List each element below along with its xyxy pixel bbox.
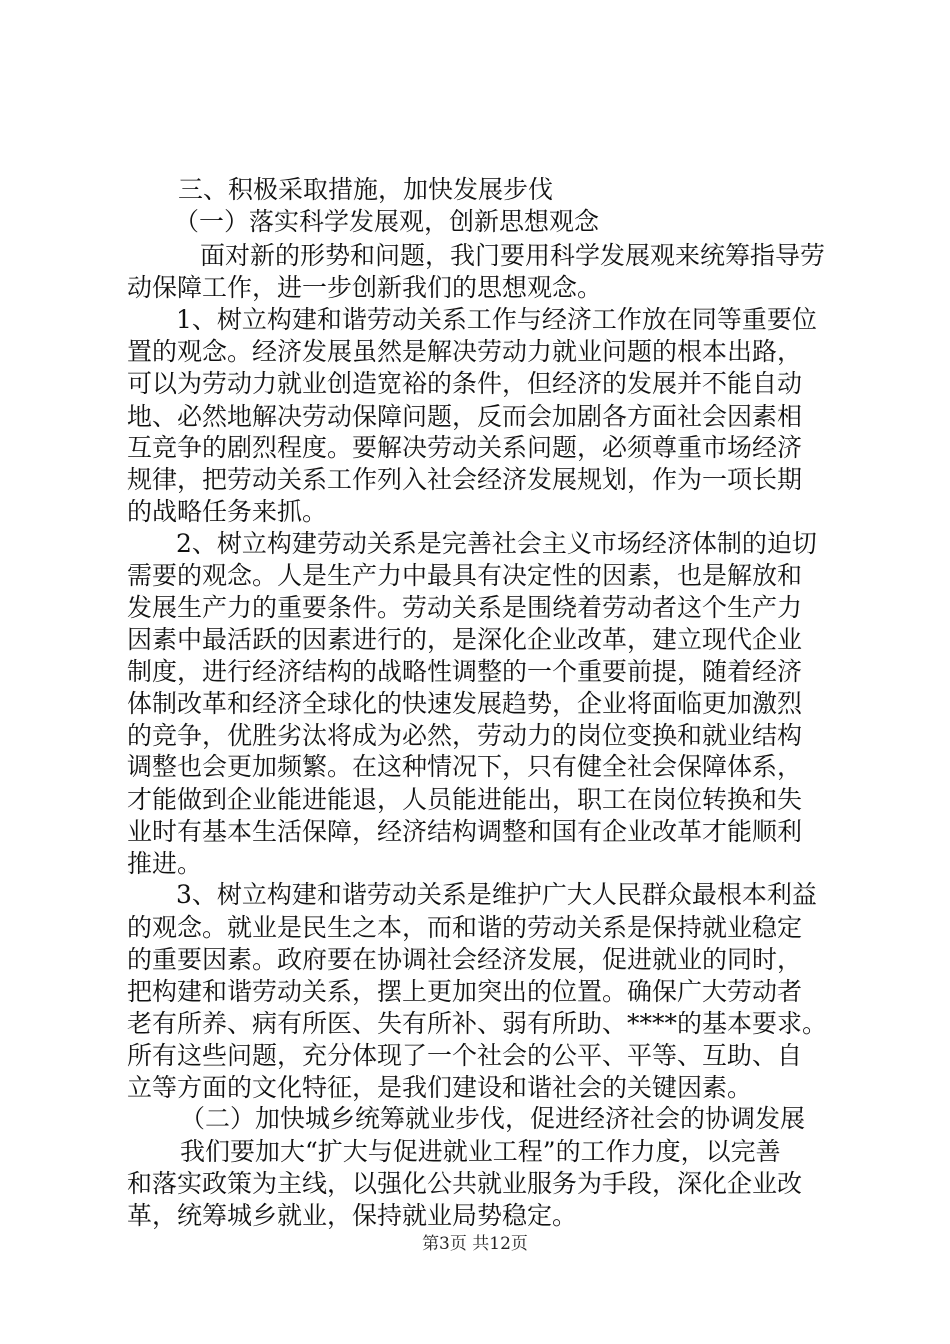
- text-line: 面对新的形势和问题，我门要用科学发展观来统筹指导劳: [200, 241, 826, 271]
- text-line: 需要的观念。人是生产力中最具有决定性的因素，也是解放和: [127, 560, 803, 590]
- text-line: 业时有基本生活保障，经济结构调整和国有企业改革才能顺利: [127, 816, 803, 846]
- text-line: 的战略任务来抓。: [127, 497, 328, 527]
- text-line: 体制改革和经济全球化的快速发展趋势，企业将面临更加激烈: [127, 688, 803, 718]
- text-line: 地、必然地解决劳动保障问题，反而会加剧各方面社会因素相: [127, 401, 803, 431]
- text-line: 才能做到企业能进能退，人员能进能出，职工在岗位转换和失: [127, 784, 803, 814]
- text-line: 的竞争，优胜劣汰将成为必然，劳动力的岗位变换和就业结构: [127, 721, 803, 751]
- text-line: 革，统筹城乡就业，保持就业局势稳定。: [127, 1201, 578, 1230]
- text-line: 制度，进行经济结构的战略性调整的一个重要前提，随着经济: [127, 656, 803, 686]
- text-line: （二）加快城乡统筹就业步伐，促进经济社会的协调发展: [180, 1104, 806, 1134]
- text-line: 发展生产力的重要条件。劳动关系是围绕着劳动者这个生产力: [127, 593, 803, 623]
- text-line: 动保障工作，进一步创新我们的思想观念。: [127, 272, 603, 302]
- text-line: 1、树立构建和谐劳动关系工作与经济工作放在同等重要位: [176, 304, 817, 334]
- text-line: 推进。: [127, 849, 203, 879]
- text-line: 的观念。就业是民生之本，而和谐的劳动关系是保持就业稳定: [127, 912, 803, 942]
- text-line: 可以为劳动力就业创造宽裕的条件，但经济的发展并不能自动: [127, 369, 803, 399]
- text-line: 调整也会更加频繁。在这种情况下，只有健全社会保障体系，: [127, 752, 803, 782]
- text-line: 规律，把劳动关系工作列入社会经济发展规划，作为一项长期: [127, 465, 803, 495]
- text-line: 三、积极采取措施，加快发展步伐: [178, 175, 554, 204]
- text-line: 我们要加大“扩大与促进就业工程”的工作力度，以完善: [180, 1136, 781, 1166]
- text-line: 因素中最活跃的因素进行的，是深化企业改革，建立现代企业: [127, 625, 803, 655]
- text-line: 所有这些问题，充分体现了一个社会的公平、平等、互助、自: [127, 1040, 803, 1070]
- text-line: 3、树立构建和谐劳动关系是维护广大人民群众最根本利益: [176, 880, 817, 910]
- text-line: 老有所养、病有所医、失有所补、弱有所助、****的基本要求。: [127, 1008, 828, 1038]
- text-line: 把构建和谐劳动关系，摆上更加突出的位置。确保广大劳动者: [127, 977, 803, 1007]
- text-line: 2、树立构建劳动关系是完善社会主义市场经济体制的迫切: [176, 528, 817, 558]
- text-line: 互竞争的剧烈程度。要解决劳动关系问题，必须尊重市场经济: [127, 432, 803, 462]
- text-line: 立等方面的文化特征，是我们建设和谐社会的关键因素。: [127, 1072, 753, 1102]
- text-line: 置的观念。经济发展虽然是解决劳动力就业问题的根本出路，: [127, 337, 803, 367]
- text-line: 的重要因素。政府要在协调社会经济发展，促进就业的同时，: [127, 944, 803, 974]
- text-line: （一）落实科学发展观，创新思想观念: [174, 207, 600, 237]
- page-footer: 第3页 共12页: [422, 1234, 528, 1254]
- text-line: 和落实政策为主线，以强化公共就业服务为手段，深化企业改: [127, 1168, 803, 1198]
